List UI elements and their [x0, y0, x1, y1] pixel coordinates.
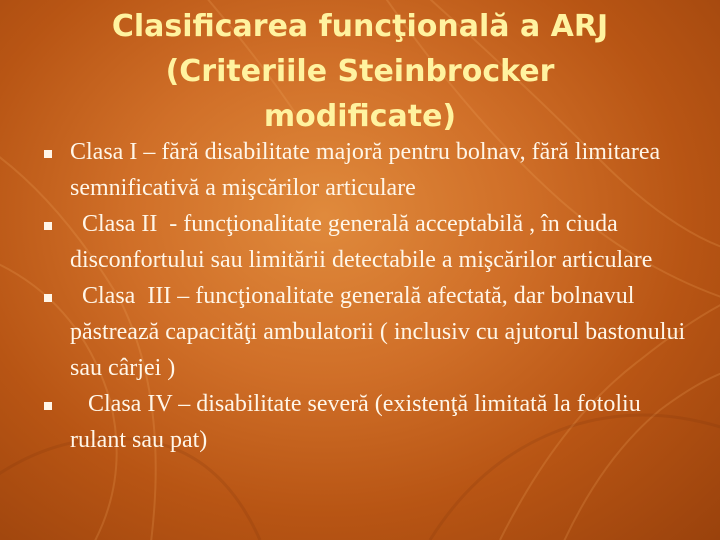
square-bullet-icon: [44, 402, 52, 410]
title-line: modificate): [263, 99, 457, 134]
title-line: (Criteriile Steinbrocker: [165, 54, 555, 89]
square-bullet-icon: [44, 222, 52, 230]
bullet-text: Clasa III – funcţionalitate generală afectată, dar bolnavul păstrează capacităţi ambulatorii ( inclusiv cu ajutorul bastonului sau cârjei ): [70, 283, 692, 381]
bullet-item-clasa-1: [40, 134, 690, 206]
bullet-text: Clasa I – fără disabilitate majoră pentru bolnav, fără limitarea semnificativă a mişcărilor articulare: [70, 139, 667, 201]
square-bullet-icon: [44, 150, 52, 158]
bullet-item-clasa-4: [40, 386, 690, 458]
bullet-text: Clasa IV – disabilitate severă (existenţă limitată la fotoliu rulant sau pat): [70, 391, 647, 453]
slide-title: [30, 4, 690, 139]
bullet-text: Clasa II - funcţionalitate generală acceptabilă , în ciuda disconfortului sau limitării detectabile a mişcărilor articulare: [70, 211, 653, 273]
bullet-item-clasa-3: [40, 278, 690, 386]
square-bullet-icon: [44, 294, 52, 302]
bullet-list: [40, 134, 690, 458]
title-line: Clasificarea funcţională a ARJ: [111, 9, 609, 44]
bullet-item-clasa-2: [40, 206, 690, 278]
